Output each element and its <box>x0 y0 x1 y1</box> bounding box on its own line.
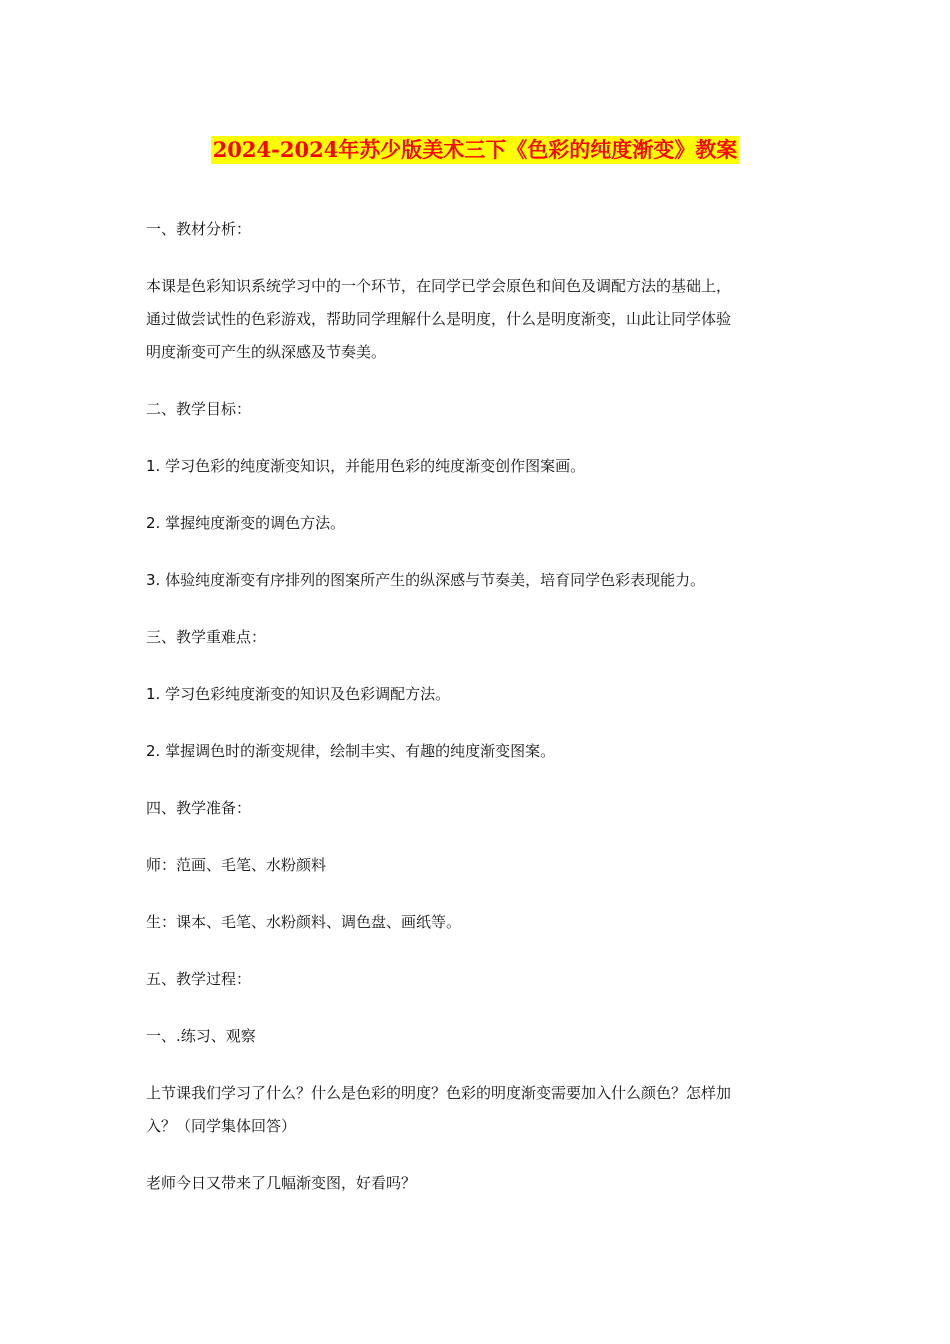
title-container <box>0 136 950 164</box>
paragraph <box>146 735 806 768</box>
document-body <box>146 213 806 1224</box>
paragraph <box>146 621 806 654</box>
paragraph <box>146 1020 806 1053</box>
text-line: 1. 学习色彩纯度渐变的知识及色彩调配方法。 <box>146 685 451 703</box>
text-line: 师：范画、毛笔、水粉颜料 <box>146 856 327 874</box>
paragraph <box>146 963 806 996</box>
paragraph <box>146 678 806 711</box>
paragraph <box>146 1167 806 1200</box>
text-line: 明度渐变可产生的纵深感及节奏美。 <box>146 343 387 361</box>
paragraph <box>146 906 806 939</box>
text-line: 生：课本、毛笔、水粉颜料、调色盘、画纸等。 <box>146 913 462 931</box>
text-line: 二、教学目标： <box>146 400 252 418</box>
text-line: 2. 掌握纯度渐变的调色方法。 <box>146 514 346 532</box>
paragraph <box>146 564 806 597</box>
paragraph <box>146 270 806 369</box>
text-line: 三、教学重难点： <box>146 628 267 646</box>
text-line: 四、教学准备： <box>146 799 252 817</box>
paragraph <box>146 792 806 825</box>
text-line: 1. 学习色彩的纯度渐变知识，并能用色彩的纯度渐变创作图案画。 <box>146 457 586 475</box>
paragraph <box>146 507 806 540</box>
paragraph <box>146 1077 806 1143</box>
text-line: 通过做尝试性的色彩游戏，帮助同学理解什么是明度，什么是明度渐变，山此让同学体验 <box>146 310 732 328</box>
paragraph <box>146 393 806 426</box>
text-line: 老师今日又带来了几幅渐变图，好看吗？ <box>146 1174 417 1192</box>
document-title: 2024-2024年苏少版美术三下《色彩的纯度渐变》教案 <box>212 137 738 162</box>
text-line: 上节课我们学习了什么？什么是色彩的明度？色彩的明度渐变需要加入什么颜色？怎样加 <box>146 1084 732 1102</box>
text-line: 2. 掌握调色时的渐变规律，绘制丰实、有趣的纯度渐变图案。 <box>146 742 556 760</box>
text-line: 入？（同学集体回答） <box>146 1117 297 1135</box>
paragraph <box>146 849 806 882</box>
paragraph <box>146 450 806 483</box>
text-line: 本课是色彩知识系统学习中的一个环节，在同学已学会原色和间色及调配方法的基础上， <box>146 277 732 295</box>
text-line: 一、.练习、观察 <box>146 1027 256 1045</box>
paragraph <box>146 213 806 246</box>
text-line: 五、教学过程： <box>146 970 252 988</box>
text-line: 一、教材分析： <box>146 220 252 238</box>
text-line: 3. 体验纯度渐变有序排列的图案所产生的纵深感与节奏美，培育同学色彩表现能力。 <box>146 571 706 589</box>
